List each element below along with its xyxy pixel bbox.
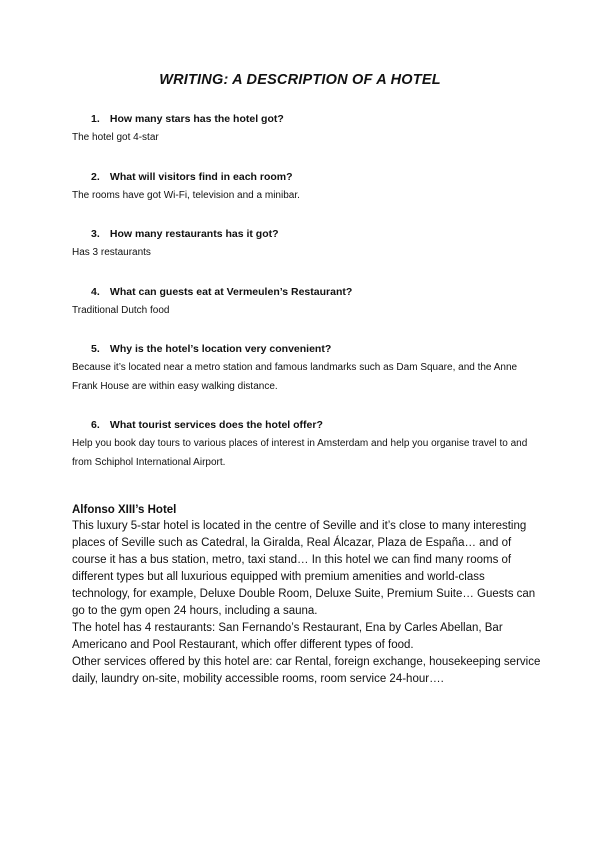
question-5 (91, 343, 331, 355)
question-2 (91, 171, 293, 183)
question-6 (91, 419, 323, 431)
answer-1: The hotel got 4-star (72, 132, 159, 143)
answer-5: Because it’s located near a metro station and famous landmarks such as Dam Square, and the Anne Frank House are within easy walking distance. (72, 362, 518, 392)
answer-2: The rooms have got Wi-Fi, television and a minibar. (72, 190, 300, 201)
essay-paragraph-1: This luxury 5-star hotel is located in the centre of Seville and it’s close to many interesting places of Seville such as Catedral, la Giralda, Real Álcazar, Plaza de España… and of course it has a bus station, metro, taxi stand… In this hotel we can find many rooms of different types but all luxurious equipped with premium amenities and world-class technology, for example, Deluxe Double Room, Deluxe Suite, Premium Suite… Guests can go to the gym open 24 hours, including a sauna. (72, 520, 536, 617)
question-number: 2. (91, 171, 100, 183)
essay-paragraph-3: Other services offered by this hotel are: car Rental, foreign exchange, housekeeping service daily, laundry on-site, mobility accessible rooms, room service 24-hour…. (72, 656, 541, 685)
answer-4: Traditional Dutch food (72, 305, 170, 316)
question-number: 3. (91, 228, 100, 240)
question-3 (91, 228, 279, 240)
question-text: What will visitors find in each room? (109, 171, 293, 183)
question-text: Why is the hotel’s location very convenient? (109, 343, 332, 355)
question-text: How many restaurants has it got? (109, 228, 279, 240)
essay-section (72, 502, 542, 688)
essay-paragraph-2: The hotel has 4 restaurants: San Fernando’s Restaurant, Ena by Carles Abellan, Bar Americano and Pool Restaurant, which offer different types of food. (72, 622, 503, 651)
answer-6: Help you book day tours to various places of interest in Amsterdam and help you organise travel to and from Schiphol International Airport. (72, 438, 528, 468)
answer-3: Has 3 restaurants (72, 247, 151, 258)
page-title: WRITING: A DESCRIPTION OF A HOTEL (159, 72, 441, 88)
question-text: What tourist services does the hotel offer? (109, 419, 323, 431)
essay-title: Alfonso XIII’s Hotel (72, 504, 177, 516)
question-number: 1. (91, 113, 100, 125)
question-text: How many stars has the hotel got? (109, 113, 284, 125)
question-number: 5. (91, 343, 100, 355)
question-number: 4. (91, 286, 100, 298)
question-4 (91, 286, 352, 298)
question-number: 6. (91, 419, 100, 431)
question-1 (91, 113, 284, 125)
question-text: What can guests eat at Vermeulen’s Restaurant? (109, 286, 353, 298)
